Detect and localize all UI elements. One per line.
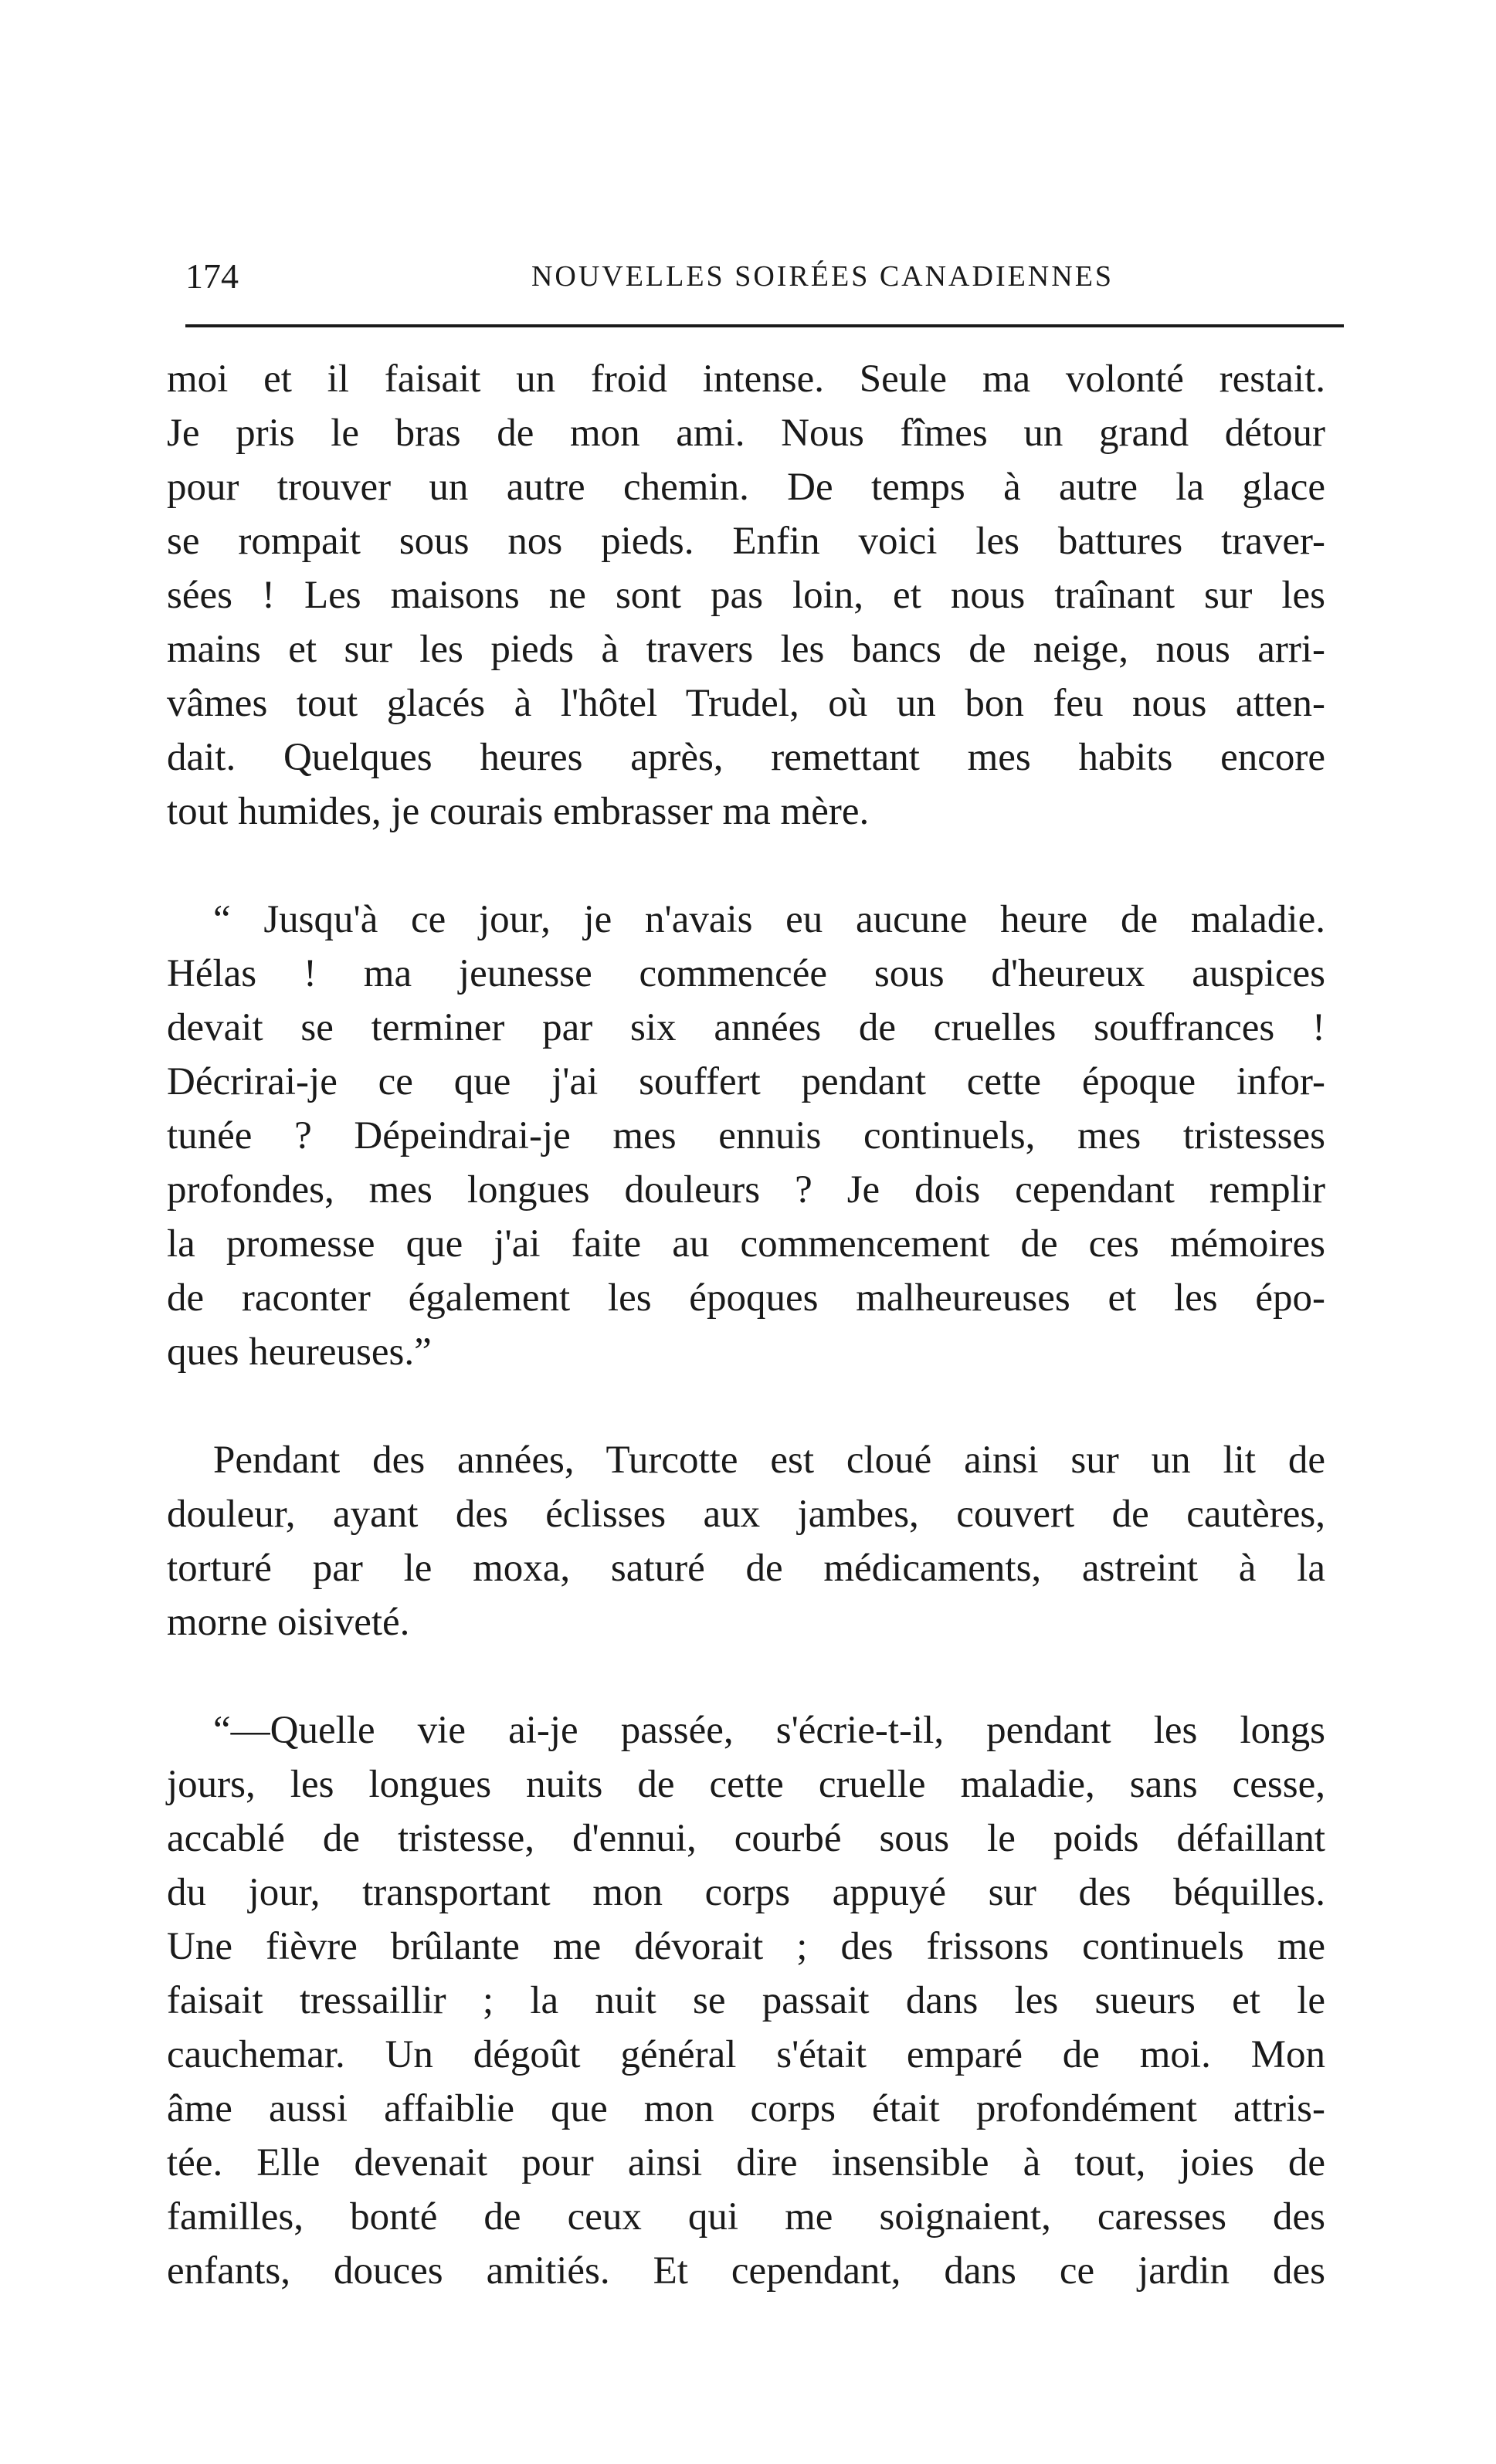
text-line: la promesse que j'ai faite au commencement de ces mémoires bbox=[167, 1222, 1325, 1266]
text-line: accablé de tristesse, d'ennui, courbé sous le poids défaillant bbox=[167, 1817, 1325, 1860]
text-line: moi et il faisait un froid intense. Seule ma volonté restait. bbox=[167, 358, 1325, 401]
paragraph-1 bbox=[167, 352, 1325, 839]
text-line: profondes, mes longues douleurs ? Je dois cependant remplir bbox=[167, 1168, 1325, 1212]
text-line: Une fièvre brûlante me dévorait ; des frissons continuels me bbox=[167, 1925, 1325, 1968]
page-body bbox=[167, 352, 1325, 2298]
paragraph-4 bbox=[167, 1703, 1325, 2298]
text-line: enfants, douces amitiés. Et cependant, dans ce jardin des bbox=[167, 2249, 1325, 2293]
text-line: “—Quelle vie ai-je passée, s'écrie-t-il, pendant les longs bbox=[213, 1709, 1325, 1752]
text-line: Décrirai-je ce que j'ai souffert pendant cette époque infor- bbox=[167, 1060, 1325, 1103]
text-line: dait. Quelques heures après, remettant mes habits encore bbox=[167, 736, 1325, 779]
text-line: sées ! Les maisons ne sont pas loin, et nous traînant sur les bbox=[167, 574, 1325, 617]
paragraph-3 bbox=[167, 1433, 1325, 1649]
running-title: NOUVELLES SOIRÉES CANADIENNES bbox=[531, 260, 1114, 293]
text-line: cauchemar. Un dégoût général s'était emparé de moi. Mon bbox=[167, 2033, 1325, 2076]
text-line: tunée ? Dépeindrai-je mes ennuis continuels, mes tristesses bbox=[167, 1114, 1325, 1157]
text-line: du jour, transportant mon corps appuyé sur des béquilles. bbox=[167, 1871, 1325, 1914]
text-line: ques heureuses.” bbox=[167, 1330, 432, 1374]
text-line: tée. Elle devenait pour ainsi dire insensible à tout, joies de bbox=[167, 2141, 1325, 2184]
page-header bbox=[185, 246, 1344, 307]
text-line: pour trouver un autre chemin. De temps à autre la glace bbox=[167, 466, 1325, 509]
header-rule bbox=[185, 324, 1344, 327]
text-line: mains et sur les pieds à travers les bancs de neige, nous arri- bbox=[167, 628, 1325, 671]
text-line: tout humides, je courais embrasser ma mère. bbox=[167, 790, 870, 833]
text-line: Je pris le bras de mon ami. Nous fîmes un grand détour bbox=[167, 412, 1325, 455]
text-line: devait se terminer par six années de cruelles souffrances ! bbox=[167, 1006, 1325, 1049]
text-line: morne oisiveté. bbox=[167, 1601, 410, 1644]
text-line: vâmes tout glacés à l'hôtel Trudel, où un bon feu nous atten- bbox=[167, 682, 1325, 725]
paragraph-2 bbox=[167, 893, 1325, 1379]
text-line: Pendant des années, Turcotte est cloué ainsi sur un lit de bbox=[213, 1439, 1325, 1482]
text-line: “ Jusqu'à ce jour, je n'avais eu aucune heure de maladie. bbox=[213, 898, 1325, 941]
text-line: se rompait sous nos pieds. Enfin voici les battures traver- bbox=[167, 520, 1325, 563]
page-number: 174 bbox=[185, 256, 239, 296]
text-line: jours, les longues nuits de cette cruelle maladie, sans cesse, bbox=[167, 1763, 1325, 1806]
text-line: âme aussi affaiblie que mon corps était profondément attris- bbox=[167, 2087, 1325, 2130]
text-line: de raconter également les époques malheureuses et les épo- bbox=[167, 1276, 1325, 1320]
text-line: familles, bonté de ceux qui me soignaient, caresses des bbox=[167, 2195, 1325, 2239]
text-line: faisait tressaillir ; la nuit se passait dans les sueurs et le bbox=[167, 1979, 1325, 2022]
text-line: douleur, ayant des éclisses aux jambes, couvert de cautères, bbox=[167, 1493, 1325, 1536]
text-line: torturé par le moxa, saturé de médicaments, astreint à la bbox=[167, 1547, 1325, 1590]
text-line: Hélas ! ma jeunesse commencée sous d'heureux auspices bbox=[167, 952, 1325, 995]
